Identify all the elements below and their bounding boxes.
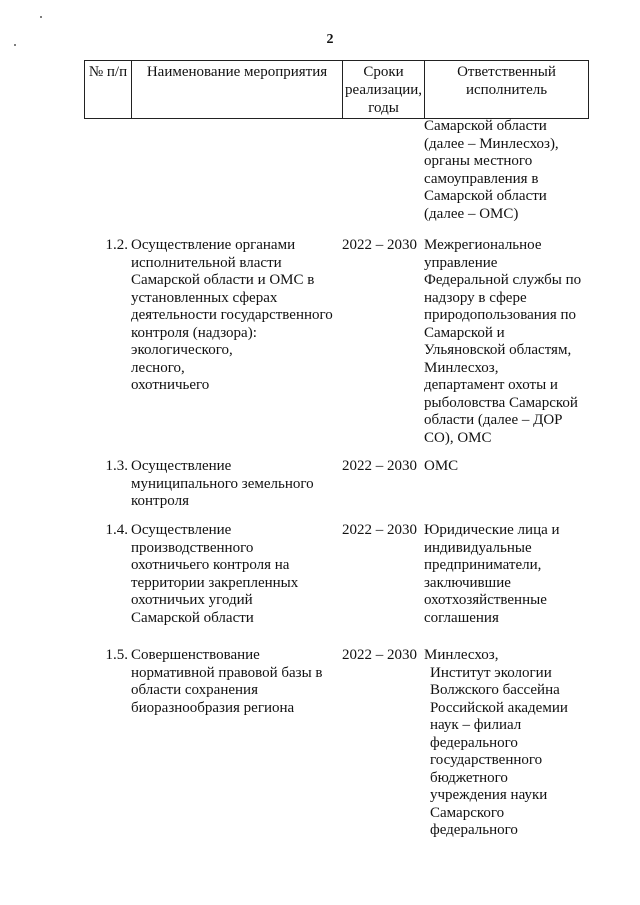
- name-line: территории закрепленных: [131, 574, 299, 591]
- header-responsible-line: исполнитель: [465, 82, 548, 98]
- name-line: Осуществление: [131, 458, 232, 474]
- responsible-line: области (далее – ДОР: [424, 412, 563, 428]
- header-responsible: [425, 61, 589, 119]
- scan-speck: [40, 16, 42, 18]
- responsible-line: Самарской области: [424, 188, 547, 204]
- name-line: производственного: [131, 539, 254, 556]
- responsible-line: природопользования по: [424, 307, 577, 323]
- row-responsible: [424, 522, 588, 627]
- header-name: Наименование мероприятия: [132, 61, 343, 119]
- name-line: лесного,: [131, 359, 185, 376]
- responsible-line: органы местного: [424, 153, 533, 169]
- responsible-line: федерального: [430, 734, 518, 751]
- name-line: биоразнообразия региона: [131, 699, 295, 716]
- responsible-line: Юридические лица и: [424, 522, 560, 538]
- responsible-line: бюджетного: [430, 769, 508, 786]
- name-line: Самарской области и ОМС в: [131, 272, 315, 288]
- responsible-line: департамент охоты и: [424, 377, 558, 393]
- row-responsible: [424, 647, 588, 840]
- responsible-line: предприниматели,: [424, 557, 542, 573]
- responsible-line: учреждения науки: [430, 787, 548, 803]
- name-line: области сохранения: [131, 682, 258, 698]
- responsible-line: Институт экологии: [430, 664, 552, 681]
- row-name: [131, 237, 345, 395]
- name-line: муниципального земельного: [131, 475, 314, 492]
- row-term: 2022 – 2030: [342, 458, 417, 474]
- continuation-responsible: [424, 118, 588, 223]
- responsible-line: государственного: [430, 752, 543, 768]
- header-responsible-line: Ответственный: [457, 64, 556, 80]
- name-line: нормативной правовой базы в: [131, 664, 323, 681]
- name-line: Совершенствование: [131, 647, 260, 663]
- name-line: исполнительной власти: [131, 254, 282, 271]
- responsible-line: Межрегиональное: [424, 237, 542, 253]
- responsible-line: охотхозяйственные: [424, 592, 547, 608]
- responsible-line: ОМС: [424, 458, 459, 474]
- row-name: [131, 458, 345, 511]
- responsible-line: СО), ОМС: [424, 429, 492, 446]
- responsible-line: надзору в сфере: [424, 289, 527, 306]
- name-line: контроля (надзора):: [131, 324, 257, 341]
- responsible-line: рыболовства Самарской: [424, 394, 578, 411]
- page-number: 2: [326, 32, 334, 47]
- responsible-line: заключившие: [424, 574, 511, 591]
- name-line: Осуществление: [131, 522, 232, 538]
- responsible-line: Минлесхоз,: [424, 359, 499, 376]
- responsible-line: Волжского бассейна: [430, 682, 560, 698]
- responsible-line: соглашения: [424, 609, 499, 626]
- name-line: Осуществление органами: [131, 237, 296, 253]
- row-term: 2022 – 2030: [342, 237, 417, 253]
- row-responsible: [424, 458, 588, 476]
- responsible-line: Минлесхоз,: [424, 647, 499, 663]
- header-number: № п/п: [85, 61, 132, 119]
- responsible-line: наук – филиал: [430, 717, 522, 733]
- name-line: охотничьих угодий: [131, 592, 253, 608]
- row-responsible: [424, 237, 588, 447]
- responsible-line: Федеральной службы по: [424, 272, 582, 288]
- row-number: 1.4.: [105, 522, 128, 538]
- responsible-line: индивидуальные: [424, 539, 532, 556]
- responsible-line: Самарской и: [424, 324, 505, 341]
- header-term: [343, 61, 425, 119]
- responsible-line: Российской академии: [430, 699, 568, 716]
- header-term-line: годы: [368, 100, 399, 116]
- responsible-line: (далее – ОМС): [424, 205, 519, 222]
- name-line: охотничьего контроля на: [131, 557, 290, 573]
- name-line: Самарской области: [131, 609, 254, 626]
- header-term-line: реализации,: [345, 82, 423, 98]
- responsible-line: Самарской области: [424, 118, 547, 134]
- name-line: контроля: [131, 493, 189, 509]
- responsible-line: самоуправления в: [424, 170, 539, 187]
- name-line: охотничьего: [131, 377, 210, 393]
- responsible-line: Самарского: [430, 804, 505, 821]
- name-line: экологического,: [131, 342, 233, 358]
- responsible-line: (далее – Минлесхоз),: [424, 135, 559, 152]
- name-line: деятельности государственного: [131, 307, 333, 323]
- row-number: 1.5.: [105, 647, 128, 663]
- responsible-line: Ульяновской областям,: [424, 342, 572, 358]
- table-header: [84, 60, 589, 119]
- row-term: 2022 – 2030: [342, 522, 417, 538]
- header-term-line: Сроки: [363, 64, 404, 80]
- responsible-line: федерального: [430, 822, 518, 838]
- row-number: 1.3.: [105, 458, 128, 474]
- responsible-line: управление: [424, 254, 498, 271]
- row-name: [131, 522, 345, 627]
- scan-speck: [14, 44, 16, 46]
- row-number: 1.2.: [105, 237, 128, 253]
- row-name: [131, 647, 345, 717]
- row-term: 2022 – 2030: [342, 647, 417, 663]
- name-line: установленных сферах: [131, 289, 278, 306]
